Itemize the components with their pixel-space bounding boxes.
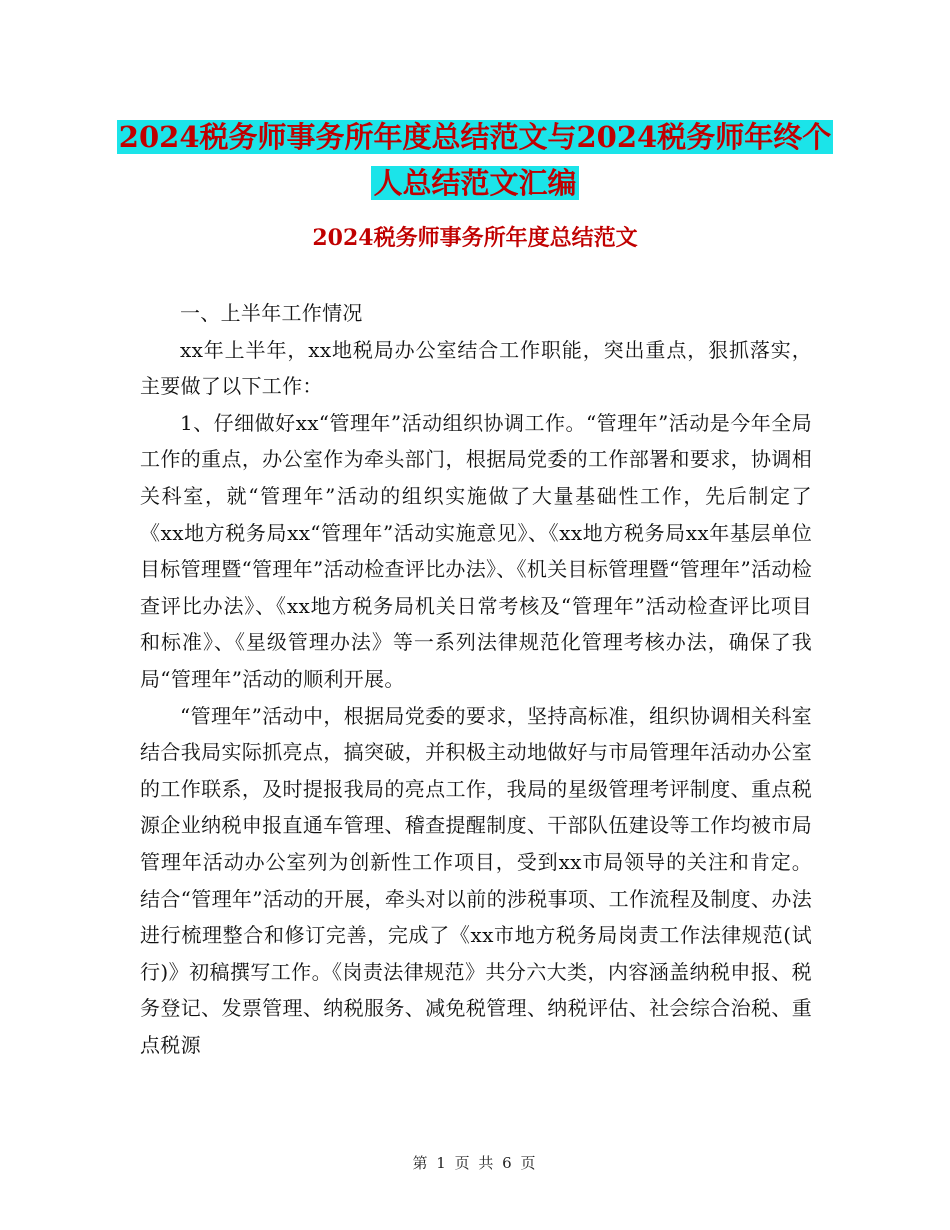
paragraph: 1、仔细做好xx“管理年”活动组织协调工作。“管理年”活动是今年全局工作的重点，办公室作为牵头部门，根据局党委的工作部署和要求，协调相关科室，就“管理年”活动的组织实施做了大量基础性工作，先后制定了《xx地方税务局xx“管理年”活动实施意见》、《xx地方税务局xx年基层单位目标管理暨“管理年”活动检查评比办法》、《机关目标管理暨“管理年”活动检查评比办法》、《xx地方税务局机关日常考核及“管理年”活动检查评比项目和标准》、《星级管理办法》等一系列法律规范化管理考核办法，确保了我局“管理年”活动的顺利开展。 — [140, 410, 812, 691]
section-title: 2024税务师事务所年度总结范文 — [312, 225, 638, 251]
title-line-1: 2024税务师事务所年度总结范文与2024税务师年终个 — [118, 120, 832, 154]
document-body — [140, 295, 812, 1063]
page-number-footer: 第 1 页 共 6 页 — [412, 1154, 538, 1172]
document-title — [0, 114, 950, 206]
paragraph: “管理年”活动中，根据局党委的要求，坚持高标准，组织协调相关科室结合我局实际抓亮点，搞突破，并积极主动地做好与市局管理年活动办公室的工作联系，及时提报我局的亮点工作，我局的星级管理考评制度、重点税源企业纳税申报直通车管理、稽查提醒制度、干部队伍建设等工作均被市局管理年活动办公室列为创新性工作项目，受到xx市局领导的关注和肯定。结合“管理年”活动的开展，牵头对以前的涉税事项、工作流程及制度、办法进行梳理整合和修订完善，完成了《xx市地方税务局岗责工作法律规范(试行)》初稿撰写工作。《岗责法律规范》共分六大类，内容涵盖纳税申报、税务登记、发票管理、纳税服务、减免税管理、纳税评估、社会综合治税、重点税源 — [140, 703, 812, 1057]
paragraph: xx年上半年，xx地税局办公室结合工作职能，突出重点，狠抓落实，主要做了以下工作： — [140, 337, 812, 399]
title-line-2: 人总结范文汇编 — [373, 166, 577, 200]
section-heading: 一、上半年工作情况 — [180, 301, 363, 325]
